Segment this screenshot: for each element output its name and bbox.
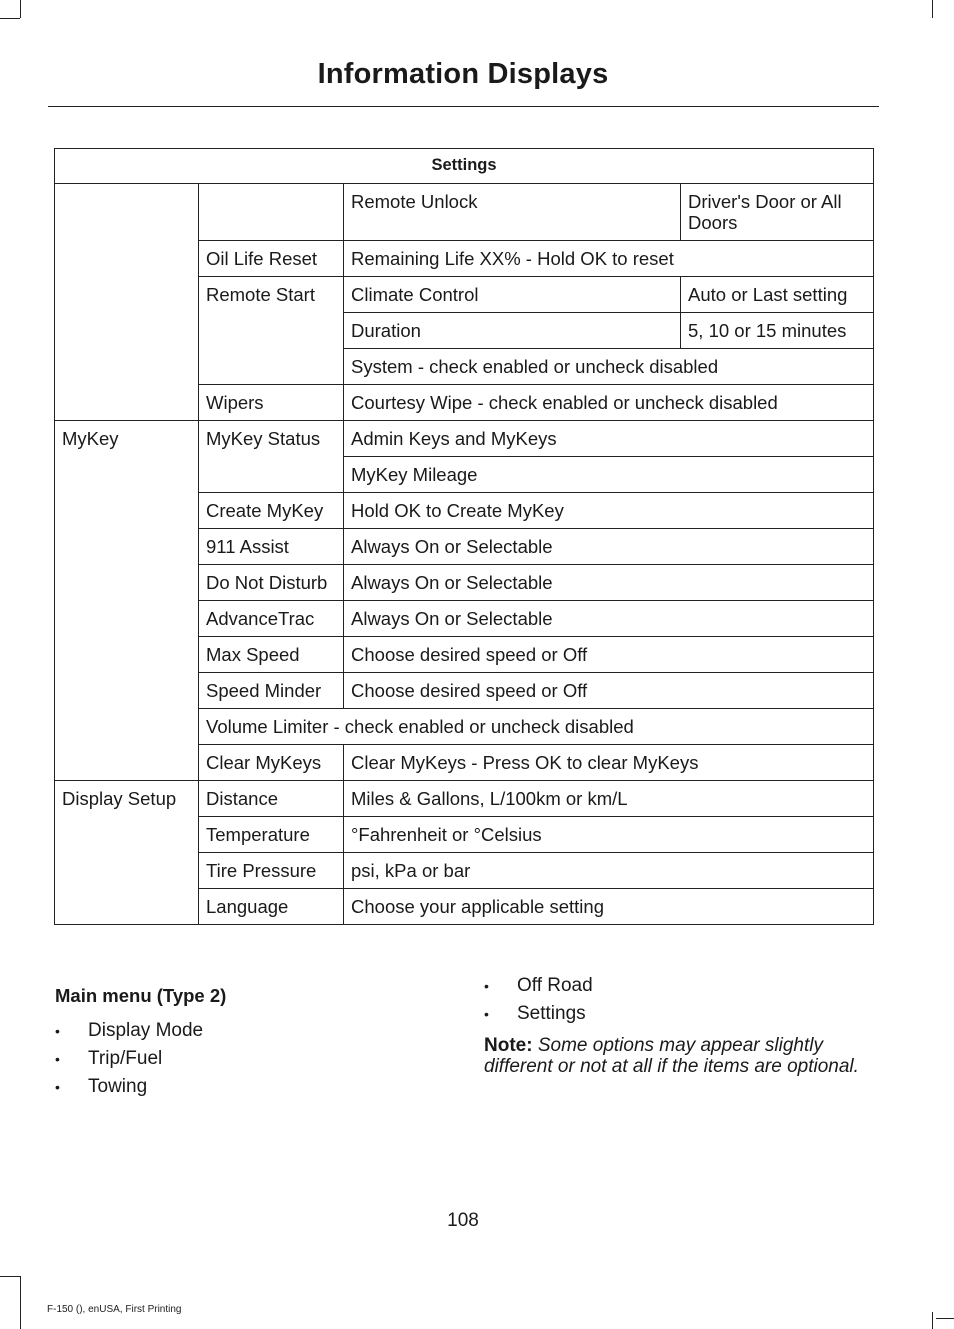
table-row — [55, 673, 874, 709]
settings-table — [54, 148, 874, 925]
list-item-label: Display Mode — [88, 1020, 204, 1041]
table-cell: AdvanceTrac — [199, 601, 344, 637]
table-cell: MyKey Status — [199, 421, 344, 457]
crop-mark — [20, 1276, 21, 1329]
table-cell: Climate Control — [344, 277, 681, 313]
table-cell — [199, 349, 344, 385]
title-divider — [48, 106, 879, 107]
footer-text: F-150 (), enUSA, First Printing — [47, 1304, 182, 1315]
table-cell: Do Not Disturb — [199, 565, 344, 601]
table-cell: Tire Pressure — [199, 853, 344, 889]
table-cell: Always On or Selectable — [344, 529, 874, 565]
table-cell: 911 Assist — [199, 529, 344, 565]
table-cell — [199, 457, 344, 493]
table-cell: 5, 10 or 15 minutes — [681, 313, 874, 349]
table-row — [55, 313, 874, 349]
table-cell: Oil Life Reset — [199, 241, 344, 277]
table-row — [55, 493, 874, 529]
table-cell: MyKey Mileage — [344, 457, 874, 493]
table-cell: Miles & Gallons, L/100km or km/L — [344, 781, 874, 817]
table-cell: Remote Start — [199, 277, 344, 313]
bullet-icon: • — [55, 1079, 60, 1095]
table-cell — [55, 277, 199, 313]
table-cell — [55, 853, 199, 889]
table-row — [55, 421, 874, 457]
table-cell: Volume Limiter - check enabled or uncheck disabled — [199, 709, 874, 745]
crop-mark — [20, 0, 21, 18]
table-cell: Remote Unlock — [344, 184, 681, 241]
crop-mark — [932, 1312, 933, 1329]
table-row — [55, 637, 874, 673]
table-row — [55, 277, 874, 313]
table-cell — [55, 637, 199, 673]
list-item-label: Towing — [88, 1076, 148, 1097]
table-cell: MyKey — [55, 421, 199, 457]
note-text: Some options may appear slightly different or not at all if the items are optional. — [484, 1035, 859, 1077]
table-row — [55, 709, 874, 745]
table-cell — [55, 529, 199, 565]
table-row — [55, 601, 874, 637]
table-row — [55, 184, 874, 241]
table-cell — [55, 493, 199, 529]
table-cell: Remaining Life XX% - Hold OK to reset — [344, 241, 874, 277]
page-number: 108 — [447, 1210, 479, 1231]
list-item-label: Settings — [517, 1003, 586, 1024]
crop-mark — [932, 0, 933, 18]
table-cell — [55, 565, 199, 601]
table-cell: Clear MyKeys - Press OK to clear MyKeys — [344, 745, 874, 781]
table-cell: System - check enabled or uncheck disabled — [344, 349, 874, 385]
table-cell — [55, 709, 199, 745]
table-row — [55, 745, 874, 781]
table-cell: Choose desired speed or Off — [344, 673, 874, 709]
table-cell: psi, kPa or bar — [344, 853, 874, 889]
list-item — [484, 974, 874, 1002]
note-label: Note: — [484, 1035, 533, 1056]
table-cell: Choose desired speed or Off — [344, 637, 874, 673]
bullet-icon: • — [55, 1023, 60, 1039]
table-cell: Always On or Selectable — [344, 601, 874, 637]
table-cell: Display Setup — [55, 781, 199, 817]
table-cell — [199, 313, 344, 349]
table-cell: Speed Minder — [199, 673, 344, 709]
table-row — [55, 889, 874, 925]
table-cell — [55, 241, 199, 277]
page-title: Information Displays — [317, 58, 609, 90]
main-menu-list — [55, 1019, 455, 1103]
list-item — [55, 1047, 455, 1075]
table-row — [55, 781, 874, 817]
table-cell: Always On or Selectable — [344, 565, 874, 601]
table-cell — [55, 673, 199, 709]
table-row — [55, 385, 874, 421]
table-header: Settings — [55, 149, 874, 184]
main-menu-section — [55, 985, 455, 1103]
bullet-icon: • — [55, 1051, 60, 1067]
table-cell — [55, 817, 199, 853]
table-cell: Duration — [344, 313, 681, 349]
table-cell — [199, 184, 344, 241]
list-item — [55, 1075, 455, 1103]
table-cell: Wipers — [199, 385, 344, 421]
table-row — [55, 529, 874, 565]
table-cell — [55, 745, 199, 781]
list-item — [484, 1002, 874, 1030]
table-cell — [55, 601, 199, 637]
table-cell — [55, 889, 199, 925]
crop-mark — [0, 1276, 20, 1277]
bullet-icon: • — [484, 978, 489, 994]
table-cell: Courtesy Wipe - check enabled or uncheck disabled — [344, 385, 874, 421]
crop-mark — [936, 1318, 954, 1319]
list-item — [55, 1019, 455, 1047]
crop-mark — [0, 18, 20, 19]
table-cell — [55, 313, 199, 349]
table-cell: Temperature — [199, 817, 344, 853]
table-row — [55, 565, 874, 601]
note-paragraph — [484, 1035, 874, 1077]
table-cell — [55, 349, 199, 385]
bullet-icon: • — [484, 1006, 489, 1022]
table-cell — [55, 457, 199, 493]
table-cell — [55, 184, 199, 241]
table-cell: Max Speed — [199, 637, 344, 673]
table-cell: Create MyKey — [199, 493, 344, 529]
table-cell: Admin Keys and MyKeys — [344, 421, 874, 457]
table-cell: Auto or Last setting — [681, 277, 874, 313]
table-cell: Clear MyKeys — [199, 745, 344, 781]
table-cell — [55, 385, 199, 421]
table-header-row — [55, 149, 874, 184]
table-row — [55, 349, 874, 385]
list-item-label: Trip/Fuel — [88, 1048, 163, 1069]
table-row — [55, 241, 874, 277]
table-row — [55, 817, 874, 853]
table-cell: Choose your applicable setting — [344, 889, 874, 925]
section-heading: Main menu (Type 2) — [55, 985, 227, 1006]
table-cell: Driver's Door or All Doors — [681, 184, 874, 241]
list-item-label: Off Road — [517, 975, 593, 996]
main-menu-list — [484, 974, 874, 1030]
main-menu-continued — [484, 974, 874, 1077]
table-cell: °Fahrenheit or °Celsius — [344, 817, 874, 853]
table-row — [55, 457, 874, 493]
table-row — [55, 853, 874, 889]
table-cell: Language — [199, 889, 344, 925]
table-cell: Hold OK to Create MyKey — [344, 493, 874, 529]
table-cell: Distance — [199, 781, 344, 817]
